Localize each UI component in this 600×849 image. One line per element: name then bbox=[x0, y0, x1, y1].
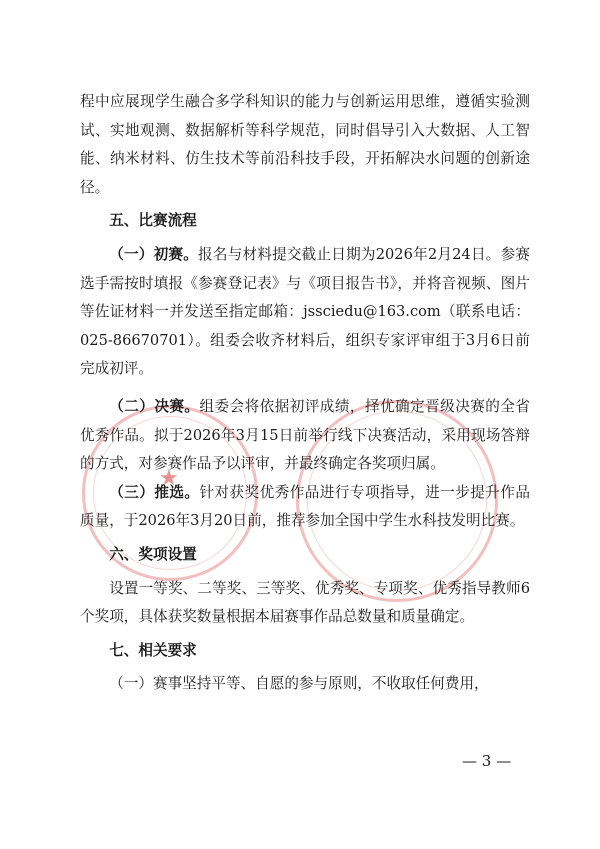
paragraph-final bbox=[80, 393, 530, 479]
item-text: 报名与材料提交截止日期为2026年2月24日。参赛选手需按时填报《参赛登记表》与《项目报告书》，并将音视频、图片等佐证材料一并发送至指定邮箱：jssciedu@163.com（联系电话：025-86670701）。组委会收齐材料后，组织专家评审组于3月6日前完成初评。 bbox=[80, 245, 530, 378]
item-label: （一）初赛。 bbox=[109, 245, 199, 263]
paragraph-selection bbox=[80, 479, 530, 536]
seal-star-icon: ★ bbox=[159, 466, 179, 491]
item-text: 组委会将依据初评成绩，择优确定晋级决赛的全省优秀作品。拟于2026年3月15日前举行线下决赛活动，采用现场答辩的方式，对参赛作品予以评审，并最终确定各奖项归属。 bbox=[80, 397, 530, 473]
item-label: （二）决赛。 bbox=[109, 397, 200, 415]
paragraph-preliminary bbox=[80, 241, 530, 384]
paragraph-requirements: （一）赛事坚持平等、自愿的参与原则，不收取任何费用， bbox=[109, 675, 489, 693]
section-heading-5: 五、比赛流程 bbox=[109, 212, 197, 230]
document-body bbox=[80, 88, 530, 699]
section-heading-7: 七、相关要求 bbox=[109, 641, 197, 659]
item-label: （三）推选。 bbox=[109, 483, 200, 501]
page-number: — 3 — bbox=[462, 752, 512, 770]
paragraph-intro: 程中应展现学生融合多学科知识的能力与创新运用思维，遵循实验测试、实地观测、数据解析等科学规范，同时倡导引入大数据、人工智能、纳米材料、仿生技术等前沿科技手段，开拓解决水问题的创新途径。 bbox=[80, 93, 530, 196]
item-text: 针对获奖优秀作品进行专项指导，进一步提升作品质量，于2026年3月20日前，推荐参加全国中学生水科技发明比赛。 bbox=[80, 483, 530, 530]
section-heading-6: 六、奖项设置 bbox=[109, 545, 197, 563]
paragraph-awards: 设置一等奖、二等奖、三等奖、优秀奖、专项奖、优秀指导教师6个奖项，具体获奖数量根据本届赛事作品总数量和质量确定。 bbox=[80, 579, 530, 626]
